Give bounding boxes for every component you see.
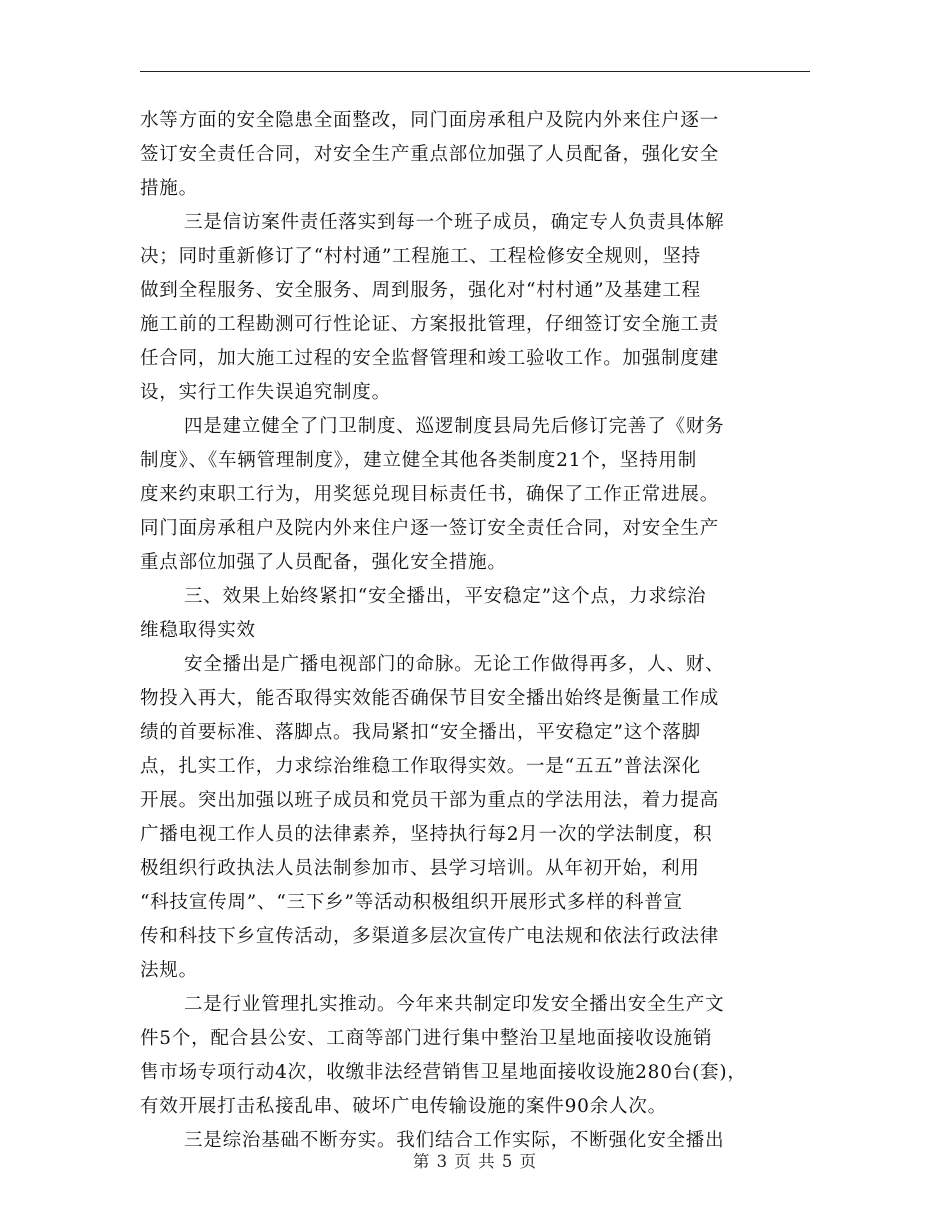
text-line: 点，扎实工作，力求综治维稳工作取得实效。一是“五五”普法深化 [140, 756, 701, 777]
text-line: 传和科技下乡宣传活动，多渠道多层次宣传广电法规和依法行政法律 [140, 926, 720, 947]
text-line: 三、效果上始终紧扣“安全播出，平安稳定”这个点，力求综治 [184, 586, 707, 607]
text-line: 施工前的工程勘测可行性论证、方案报批管理，仔细签订安全施工责 [140, 314, 720, 335]
text-line: “科技宣传周”、“三下乡”等活动积极组织开展形式多样的科普宣 [140, 892, 683, 913]
text-line: 做到全程服务、安全服务、周到服务，强化对“村村通”及基建工程 [140, 280, 701, 301]
document-body [140, 104, 810, 1158]
text-line: 售市场专项行动4次，收缴非法经营销售卫星地面接收设施280台(套)， [140, 1062, 747, 1083]
text-line: 设，实行工作失误追究制度。 [140, 382, 391, 403]
text-line: 法规。 [140, 960, 198, 981]
text-line: 同门面房承租户及院内外来住户逐一签订安全责任合同，对安全生产 [140, 518, 720, 539]
page-footer: 第 3 页 共 5 页 [412, 1152, 538, 1171]
text-line: 有效开展打击私接乱串、破坏广电传输设施的案件90余人次。 [140, 1096, 667, 1117]
text-line: 绩的首要标准、落脚点。我局紧扣“安全播出，平安稳定”这个落脚 [140, 722, 701, 743]
text-line: 广播电视工作人员的法律素养，坚持执行每2月一次的学法制度，积 [140, 824, 713, 845]
text-line: 开展。突出加强以班子成员和党员干部为重点的学法用法，着力提高 [140, 790, 720, 811]
header-rule [140, 71, 810, 72]
text-line: 安全播出是广播电视部门的命脉。无论工作做得再多，人、财、 [184, 654, 725, 675]
text-line: 二是行业管理扎实推动。今年来共制定印发安全播出安全生产文 [184, 994, 725, 1015]
text-line: 三是综治基础不断夯实。我们结合工作实际，不断强化安全播出 [184, 1130, 725, 1151]
text-line: 三是信访案件责任落实到每一个班子成员，确定专人负责具体解 [184, 212, 725, 233]
text-line: 四是建立健全了门卫制度、巡逻制度县局先后修订完善了《财务 [184, 416, 725, 437]
text-line: 制度》、《车辆管理制度》，建立健全其他各类制度21个，坚持用制 [140, 450, 698, 471]
text-line: 签订安全责任合同，对安全生产重点部位加强了人员配备，强化安全 [140, 144, 720, 165]
text-line: 水等方面的安全隐患全面整改，同门面房承租户及院内外来住户逐一 [140, 110, 720, 131]
text-line: 件5个，配合县公安、工商等部门进行集中整治卫星地面接收设施销 [140, 1028, 713, 1049]
text-line: 决；同时重新修订了“村村通”工程施工、工程检修安全规则，坚持 [140, 246, 701, 267]
text-line: 极组织行政执法人员法制参加市、县学习培训。从年初开始，利用 [140, 858, 700, 879]
text-line: 物投入再大，能否取得实效能否确保节目安全播出始终是衡量工作成 [140, 688, 720, 709]
text-line: 任合同，加大施工过程的安全监督管理和竣工验收工作。加强制度建 [140, 348, 720, 369]
text-line: 重点部位加强了人员配备，强化安全措施。 [140, 552, 507, 573]
text-line: 措施。 [140, 178, 198, 199]
text-line: 维稳取得实效 [140, 620, 256, 641]
text-line: 度来约束职工行为，用奖惩兑现目标责任书，确保了工作正常进展。 [140, 484, 720, 505]
